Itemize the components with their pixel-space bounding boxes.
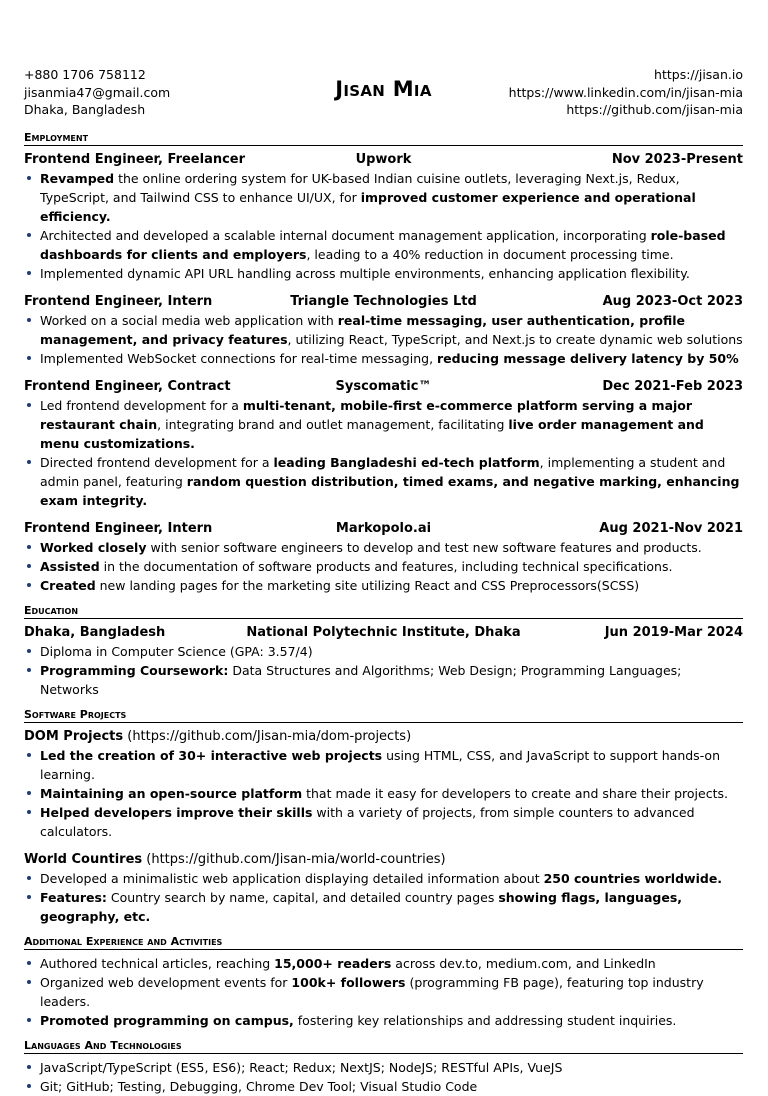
- bullet-item: [24, 1077, 743, 1096]
- bullet-text: Data Structures and Algorithms; Web Design; Programming Languages; Networks: [40, 663, 682, 697]
- bullet-item: [24, 169, 743, 226]
- bullet-text-bold: Maintaining an open-source platform: [40, 786, 303, 801]
- bullet-dot-icon: [27, 233, 31, 237]
- education-entry: [24, 623, 743, 699]
- bullet-text-bold: Led the creation of 30+ interactive web projects: [40, 748, 383, 763]
- bullet-text-bold: role-based dashboards for clients and employers: [40, 228, 726, 262]
- bullet-text: in the documentation of software products and features, including technical specifications.: [99, 559, 673, 574]
- bullet-text-bold: 250 countries worldwide.: [543, 871, 723, 886]
- bullet-dot-icon: [27, 271, 31, 275]
- job-organization: Markopolo.ai: [335, 521, 432, 536]
- bullet-text: new landing pages for the marketing site utilizing React and CSS Preprocessors(SCSS): [95, 578, 640, 593]
- bullet-text: , leading to a 40% reduction in document processing time.: [306, 247, 674, 262]
- phone-number: +880 1706 758112: [24, 67, 146, 82]
- education-date: Jun 2019-Mar 2024: [604, 625, 743, 640]
- bullet-text: using HTML, CSS, and JavaScript to support hands-on learning.: [40, 748, 721, 782]
- bullet-item: [24, 453, 743, 510]
- education-institution: National Polytechnic Institute, Dhaka: [246, 625, 521, 640]
- bullet-dot-icon: [27, 318, 31, 322]
- project-bullets: [24, 869, 743, 926]
- job-organization: Syscomatic™: [335, 379, 432, 394]
- job-date: Dec 2021-Feb 2023: [602, 379, 743, 394]
- bullet-text: Git; GitHub; Testing, Debugging, Chrome Dev Tool; Visual Studio Code: [40, 1079, 478, 1094]
- education-bullets: [24, 642, 743, 699]
- bullet-text: that made it easy for developers to create and share their projects.: [302, 786, 728, 801]
- bullet-item: [24, 642, 743, 661]
- bullet-item: [24, 746, 743, 784]
- bullet-item: [24, 311, 743, 349]
- bullet-text: , integrating brand and outlet management, facilitating: [157, 417, 509, 432]
- bullet-dot-icon: [27, 980, 31, 984]
- website-link[interactable]: https://jisan.io: [654, 67, 743, 82]
- additional-bullets: [24, 954, 743, 1030]
- bullet-dot-icon: [27, 564, 31, 568]
- job-organization: Triangle Technologies Ltd: [290, 294, 477, 309]
- bullet-text: (programming FB page), featuring top industry leaders.: [40, 975, 704, 1009]
- bullet-item: [24, 1011, 743, 1030]
- bullet-text: Led frontend development for a: [40, 398, 243, 413]
- bullet-text-bold: Worked closely: [40, 540, 147, 555]
- bullet-text: with a variety of projects, from simple counters to advanced calculators.: [40, 805, 695, 839]
- bullet-text-bold: reducing message delivery latency by 50%: [437, 351, 739, 366]
- bullet-text-bold: real-time messaging, user authentication, profile management, and privacy features: [40, 313, 686, 347]
- project-header: [24, 727, 743, 746]
- project-entry: [24, 727, 743, 841]
- bullet-text: JavaScript/TypeScript (ES5, ES6); React; Redux; NextJS; NodeJS; RESTful APIs, VueJS: [40, 1060, 563, 1075]
- bullet-text: Country search by name, capital, and detailed country pages: [106, 890, 499, 905]
- bullet-item: [24, 264, 743, 283]
- bullet-text-bold: 100k+ followers: [291, 975, 406, 990]
- bullet-text: with senior software engineers to develop and test new software features and products.: [146, 540, 702, 555]
- employment-section: [24, 150, 743, 595]
- bullet-text: Authored technical articles, reaching: [40, 956, 275, 971]
- section-title-additional: Additional Experience and Activities: [24, 935, 743, 950]
- resume-header: [24, 66, 743, 122]
- bullet-dot-icon: [27, 961, 31, 965]
- location: Dhaka, Bangladesh: [24, 102, 146, 117]
- bullet-dot-icon: [27, 1084, 31, 1088]
- bullet-text-bold: showing flags, languages, geography, etc.: [40, 890, 683, 924]
- bullet-text: Organized web development events for: [40, 975, 292, 990]
- employment-entry-header: [24, 519, 743, 538]
- employment-entry: [24, 150, 743, 283]
- bullet-item: [24, 869, 743, 888]
- bullet-item: [24, 954, 743, 973]
- project-link[interactable]: (https://github.com/Jisan-mia/world-countries): [142, 852, 446, 867]
- job-bullets: [24, 311, 743, 368]
- github-link[interactable]: https://github.com/jisan-mia: [566, 102, 743, 117]
- bullet-dot-icon: [27, 895, 31, 899]
- email-address[interactable]: jisanmia47@gmail.com: [24, 84, 171, 100]
- job-date: Nov 2023-Present: [611, 152, 743, 167]
- candidate-name: Jisan Mia: [335, 77, 432, 101]
- bullet-text: Implemented WebSocket connections for real-time messaging,: [40, 351, 438, 366]
- project-name: DOM Projects: [24, 729, 124, 744]
- bullet-dot-icon: [27, 545, 31, 549]
- job-date: Aug 2021-Nov 2021: [599, 521, 743, 536]
- resume-document: [24, 66, 743, 1096]
- bullet-text-bold: Promoted programming on campus,: [40, 1013, 294, 1028]
- additional-section: [24, 954, 743, 1030]
- job-role: Frontend Engineer, Intern: [24, 294, 213, 309]
- bullet-item: [24, 888, 743, 926]
- bullet-text-bold: improved customer experience and operational efficiency.: [40, 190, 696, 224]
- bullet-text-bold: live order management and menu customizations.: [40, 417, 704, 451]
- bullet-text: Architected and developed a scalable internal document management application, incorporating: [40, 228, 651, 243]
- bullet-dot-icon: [27, 1065, 31, 1069]
- section-title-projects: Software Projects: [24, 708, 743, 723]
- bullet-text-bold: Features:: [40, 890, 107, 905]
- education-section: [24, 623, 743, 699]
- employment-entry: [24, 519, 743, 595]
- bullet-dot-icon: [27, 876, 31, 880]
- bullet-text: , implementing a student and admin panel, featuring: [40, 455, 726, 489]
- bullet-text-bold: Revamped: [40, 171, 115, 186]
- bullet-item: [24, 226, 743, 264]
- job-bullets: [24, 396, 743, 510]
- bullet-dot-icon: [27, 668, 31, 672]
- bullet-text-bold: Helped developers improve their skills: [40, 805, 313, 820]
- bullet-dot-icon: [27, 176, 31, 180]
- education-entry-header: [24, 623, 743, 642]
- bullet-dot-icon: [27, 810, 31, 814]
- bullet-item: [24, 803, 743, 841]
- bullet-dot-icon: [27, 791, 31, 795]
- project-bullets: [24, 746, 743, 841]
- bullet-item: [24, 576, 743, 595]
- employment-entry: [24, 292, 743, 368]
- bullet-dot-icon: [27, 356, 31, 360]
- bullet-text: across dev.to, medium.com, and LinkedIn: [391, 956, 656, 971]
- bullet-dot-icon: [27, 403, 31, 407]
- job-role: Frontend Engineer, Freelancer: [24, 152, 246, 167]
- project-name: World Countires: [24, 852, 143, 867]
- bullet-item: [24, 349, 743, 368]
- languages-bullets: [24, 1058, 743, 1096]
- bullet-dot-icon: [27, 753, 31, 757]
- job-organization: Upwork: [355, 152, 412, 167]
- bullet-item: [24, 557, 743, 576]
- job-role: Frontend Engineer, Intern: [24, 521, 213, 536]
- bullet-item: [24, 661, 743, 699]
- bullet-text-bold: leading Bangladeshi ed-tech platform: [273, 455, 540, 470]
- bullet-text: , utilizing React, TypeScript, and Next.js to create dynamic web solutions: [287, 332, 743, 347]
- bullet-text-bold: 15,000+ readers: [274, 956, 392, 971]
- bullet-text: fostering key relationships and addressing student inquiries.: [293, 1013, 677, 1028]
- employment-entry-header: [24, 377, 743, 396]
- bullet-text: the online ordering system for UK-based Indian cuisine outlets, leveraging Next.js, Redux, TypeScript, and Tailwind CSS to enhance UI/UX, for: [40, 171, 680, 205]
- employment-entry-header: [24, 150, 743, 169]
- employment-entry-header: [24, 292, 743, 311]
- project-header: [24, 850, 743, 869]
- bullet-dot-icon: [27, 1018, 31, 1022]
- bullet-item: [24, 538, 743, 557]
- bullet-text: Directed frontend development for a: [40, 455, 274, 470]
- bullet-text-bold: Assisted: [40, 559, 100, 574]
- job-role: Frontend Engineer, Contract: [24, 379, 231, 394]
- education-location: Dhaka, Bangladesh: [24, 625, 166, 640]
- bullet-item: [24, 396, 743, 453]
- bullet-item: [24, 1058, 743, 1077]
- bullet-text: Implemented dynamic API URL handling across multiple environments, enhancing application flexibility.: [40, 266, 690, 281]
- bullet-text-bold: Programming Coursework:: [40, 663, 229, 678]
- projects-section: [24, 727, 743, 926]
- project-entry: [24, 850, 743, 926]
- bullet-text-bold: random question distribution, timed exams, and negative marking, enhancing exam integrity.: [40, 474, 740, 508]
- bullet-dot-icon: [27, 583, 31, 587]
- bullet-text-bold: multi-tenant, mobile-first e-commerce platform serving a major restaurant chain: [40, 398, 693, 432]
- job-bullets: [24, 169, 743, 283]
- job-bullets: [24, 538, 743, 595]
- bullet-item: [24, 973, 743, 1011]
- section-title-education: Education: [24, 604, 743, 619]
- employment-entry: [24, 377, 743, 510]
- bullet-text: Diploma in Computer Science (GPA: 3.57/4): [40, 644, 313, 659]
- bullet-dot-icon: [27, 649, 31, 653]
- bullet-text-bold: Created: [40, 578, 96, 593]
- project-link[interactable]: (https://github.com/Jisan-mia/dom-projects): [123, 729, 412, 744]
- bullet-text: Worked on a social media web application with: [40, 313, 338, 328]
- bullet-item: [24, 784, 743, 803]
- section-title-languages: Languages And Technologies: [24, 1039, 743, 1054]
- languages-section: [24, 1058, 743, 1096]
- bullet-dot-icon: [27, 460, 31, 464]
- job-date: Aug 2023-Oct 2023: [602, 294, 743, 309]
- linkedin-link[interactable]: https://www.linkedin.com/in/jisan-mia: [508, 84, 743, 100]
- section-title-employment: Employment: [24, 131, 743, 146]
- contact-info-right: [509, 66, 743, 119]
- bullet-text: Developed a minimalistic web application displaying detailed information about: [40, 871, 544, 886]
